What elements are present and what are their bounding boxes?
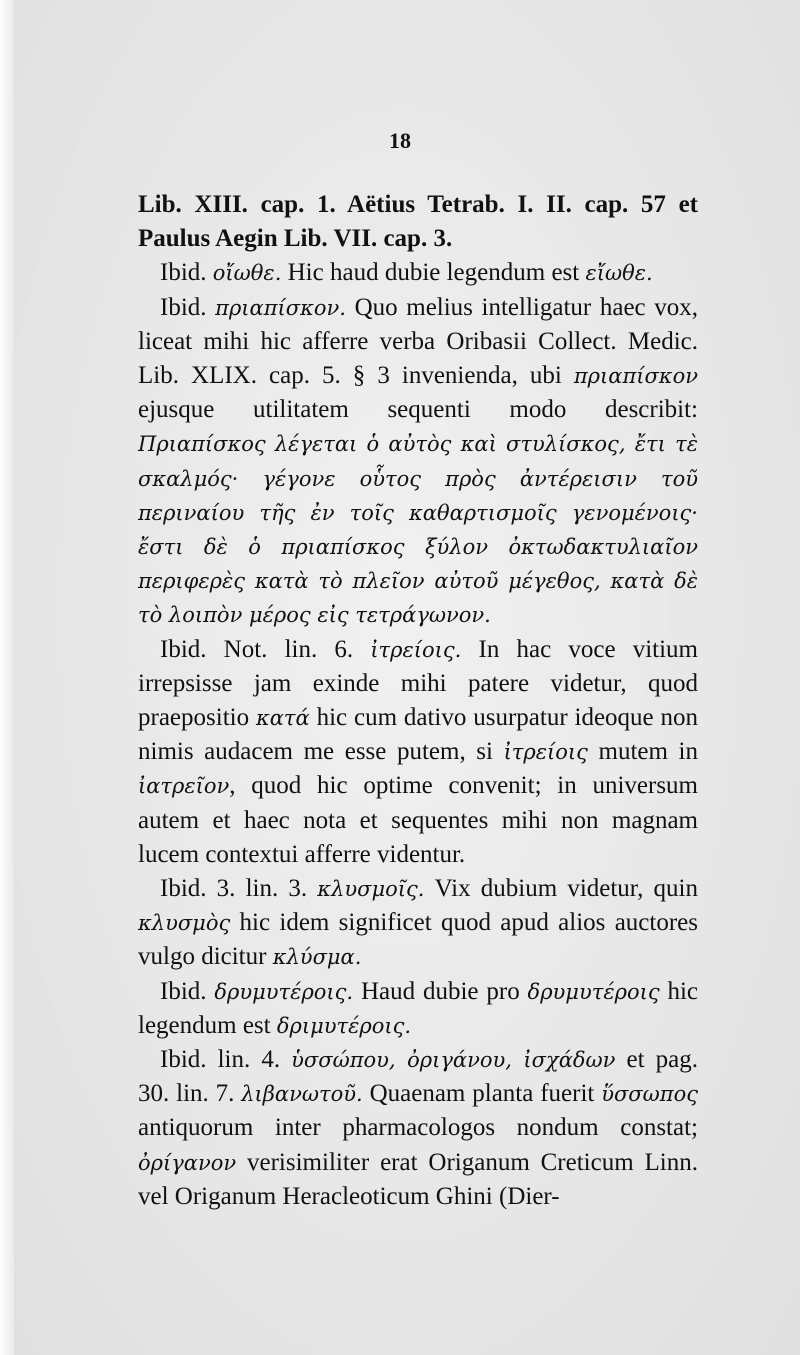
latin-text: Ibid. <box>160 977 215 1005</box>
latin-text: mutem in <box>587 738 698 766</box>
greek-text: Πριαπίσκος λέγεται ὁ αὐτὸς καὶ στυλίσκος, ἔτι τὲ σκαλμός· γέγονε οὗτος πρὸς ἀντέρεισιν τοῦ περιναίου τῆς ἐν τοῖς καθαρτισμοῖς γενομένοις· ἔστι δὲ ὁ πριαπίσκος ξύλον ὀκτωδακτυλιαῖον περιφερὲς κατὰ τὸ πλεῖον αὐτοῦ μέγεθος, κατὰ δὲ τὸ λοιπὸν μέρος εἰς τετράγωνον. <box>138 432 698 628</box>
latin-text: Ibid. <box>160 259 213 287</box>
latin-text: Hic haud dubie legendum est <box>281 259 586 287</box>
paragraph <box>138 291 698 633</box>
latin-text: Ibid. Not. lin. 6. <box>160 635 371 663</box>
greek-text: ἰτρείοις. <box>370 637 462 662</box>
greek-text: ὑσσώπου, ὀριγάνου, ἰσχάδων <box>291 1048 616 1073</box>
paragraph <box>138 633 698 872</box>
latin-text: Lib. XIII. cap. 1. Aëtius Tetrab. I. II. cap. 57 et Paulus Aegin Lib. VII. cap. 3. <box>138 191 698 253</box>
paragraph <box>138 872 698 975</box>
page-edge <box>0 0 14 1355</box>
paragraph <box>138 256 698 290</box>
latin-text: Quo melius intelligatur haec vox, liceat mihi hic afferre verba Oribasii Collect. Medic. Lib. XLIX. cap. 5. § 3 invenienda, ubi <box>138 293 698 390</box>
greek-text: εἴωθε. <box>585 261 653 286</box>
greek-text: ἰτρείοις <box>503 740 588 765</box>
greek-text: ὀρίγανον <box>138 1150 237 1175</box>
greek-text: πριαπίσκον. <box>215 295 346 320</box>
latin-text: hic legendum est <box>138 977 698 1039</box>
greek-text: ἰατρεῖον <box>138 774 230 799</box>
greek-text: δρυμυτέροις <box>527 979 660 1004</box>
latin-text: ejusque utilitatem sequenti modo describit: <box>138 396 698 424</box>
text-body <box>138 188 698 1214</box>
page-number: 18 <box>389 128 411 153</box>
greek-text: κλυσμοῖς. <box>317 877 425 902</box>
latin-text: Ibid. lin. 4. <box>160 1046 292 1074</box>
greek-text: οἴωθε. <box>212 261 282 286</box>
latin-text: hic cum dativo usurpatur ideoque non nimis audacem me esse putem, si <box>138 704 698 766</box>
greek-text: δριμυτέροις. <box>276 1013 412 1038</box>
greek-text: λιβανωτοῦ. <box>241 1082 363 1107</box>
greek-text: κατά <box>255 706 310 731</box>
latin-text: , quod hic optime convenit; in universum autem et haec nota et sequentes mihi non magnam lucem contextui afferre videntur. <box>138 772 698 868</box>
latin-text: Ibid. 3. lin. 3. <box>160 875 318 903</box>
greek-text: δρυμυτέροις. <box>214 979 354 1004</box>
latin-text: Vix dubium videtur, quin <box>424 875 698 903</box>
latin-text: Ibid. <box>160 293 216 321</box>
greek-text: κλύσμα. <box>272 945 362 970</box>
greek-text: ὕσσωπος <box>601 1082 698 1107</box>
latin-text: hic idem significet quod apud alios auctores vulgo dicitur <box>138 909 698 971</box>
paragraph <box>138 975 698 1043</box>
latin-text: In hac voce vitium irrepsisse jam exinde mihi patere videtur, quod praepositio <box>138 635 698 732</box>
latin-text: antiquorum inter pharmacologos nondum constat; <box>138 1114 698 1142</box>
paragraph <box>138 188 698 256</box>
greek-text: κλυσμὸς <box>138 911 231 936</box>
latin-text: et pag. 30. lin. 7. <box>138 1046 698 1108</box>
latin-text: verisimiliter erat Origanum Creticum Linn. vel Origanum Heracleoticum Ghini (Dier- <box>138 1148 698 1210</box>
paragraph <box>138 1043 698 1214</box>
latin-text: Haud dubie pro <box>353 977 528 1005</box>
latin-text: Quaenam planta fuerit <box>362 1080 602 1108</box>
greek-text: πριαπίσκον <box>573 364 698 389</box>
